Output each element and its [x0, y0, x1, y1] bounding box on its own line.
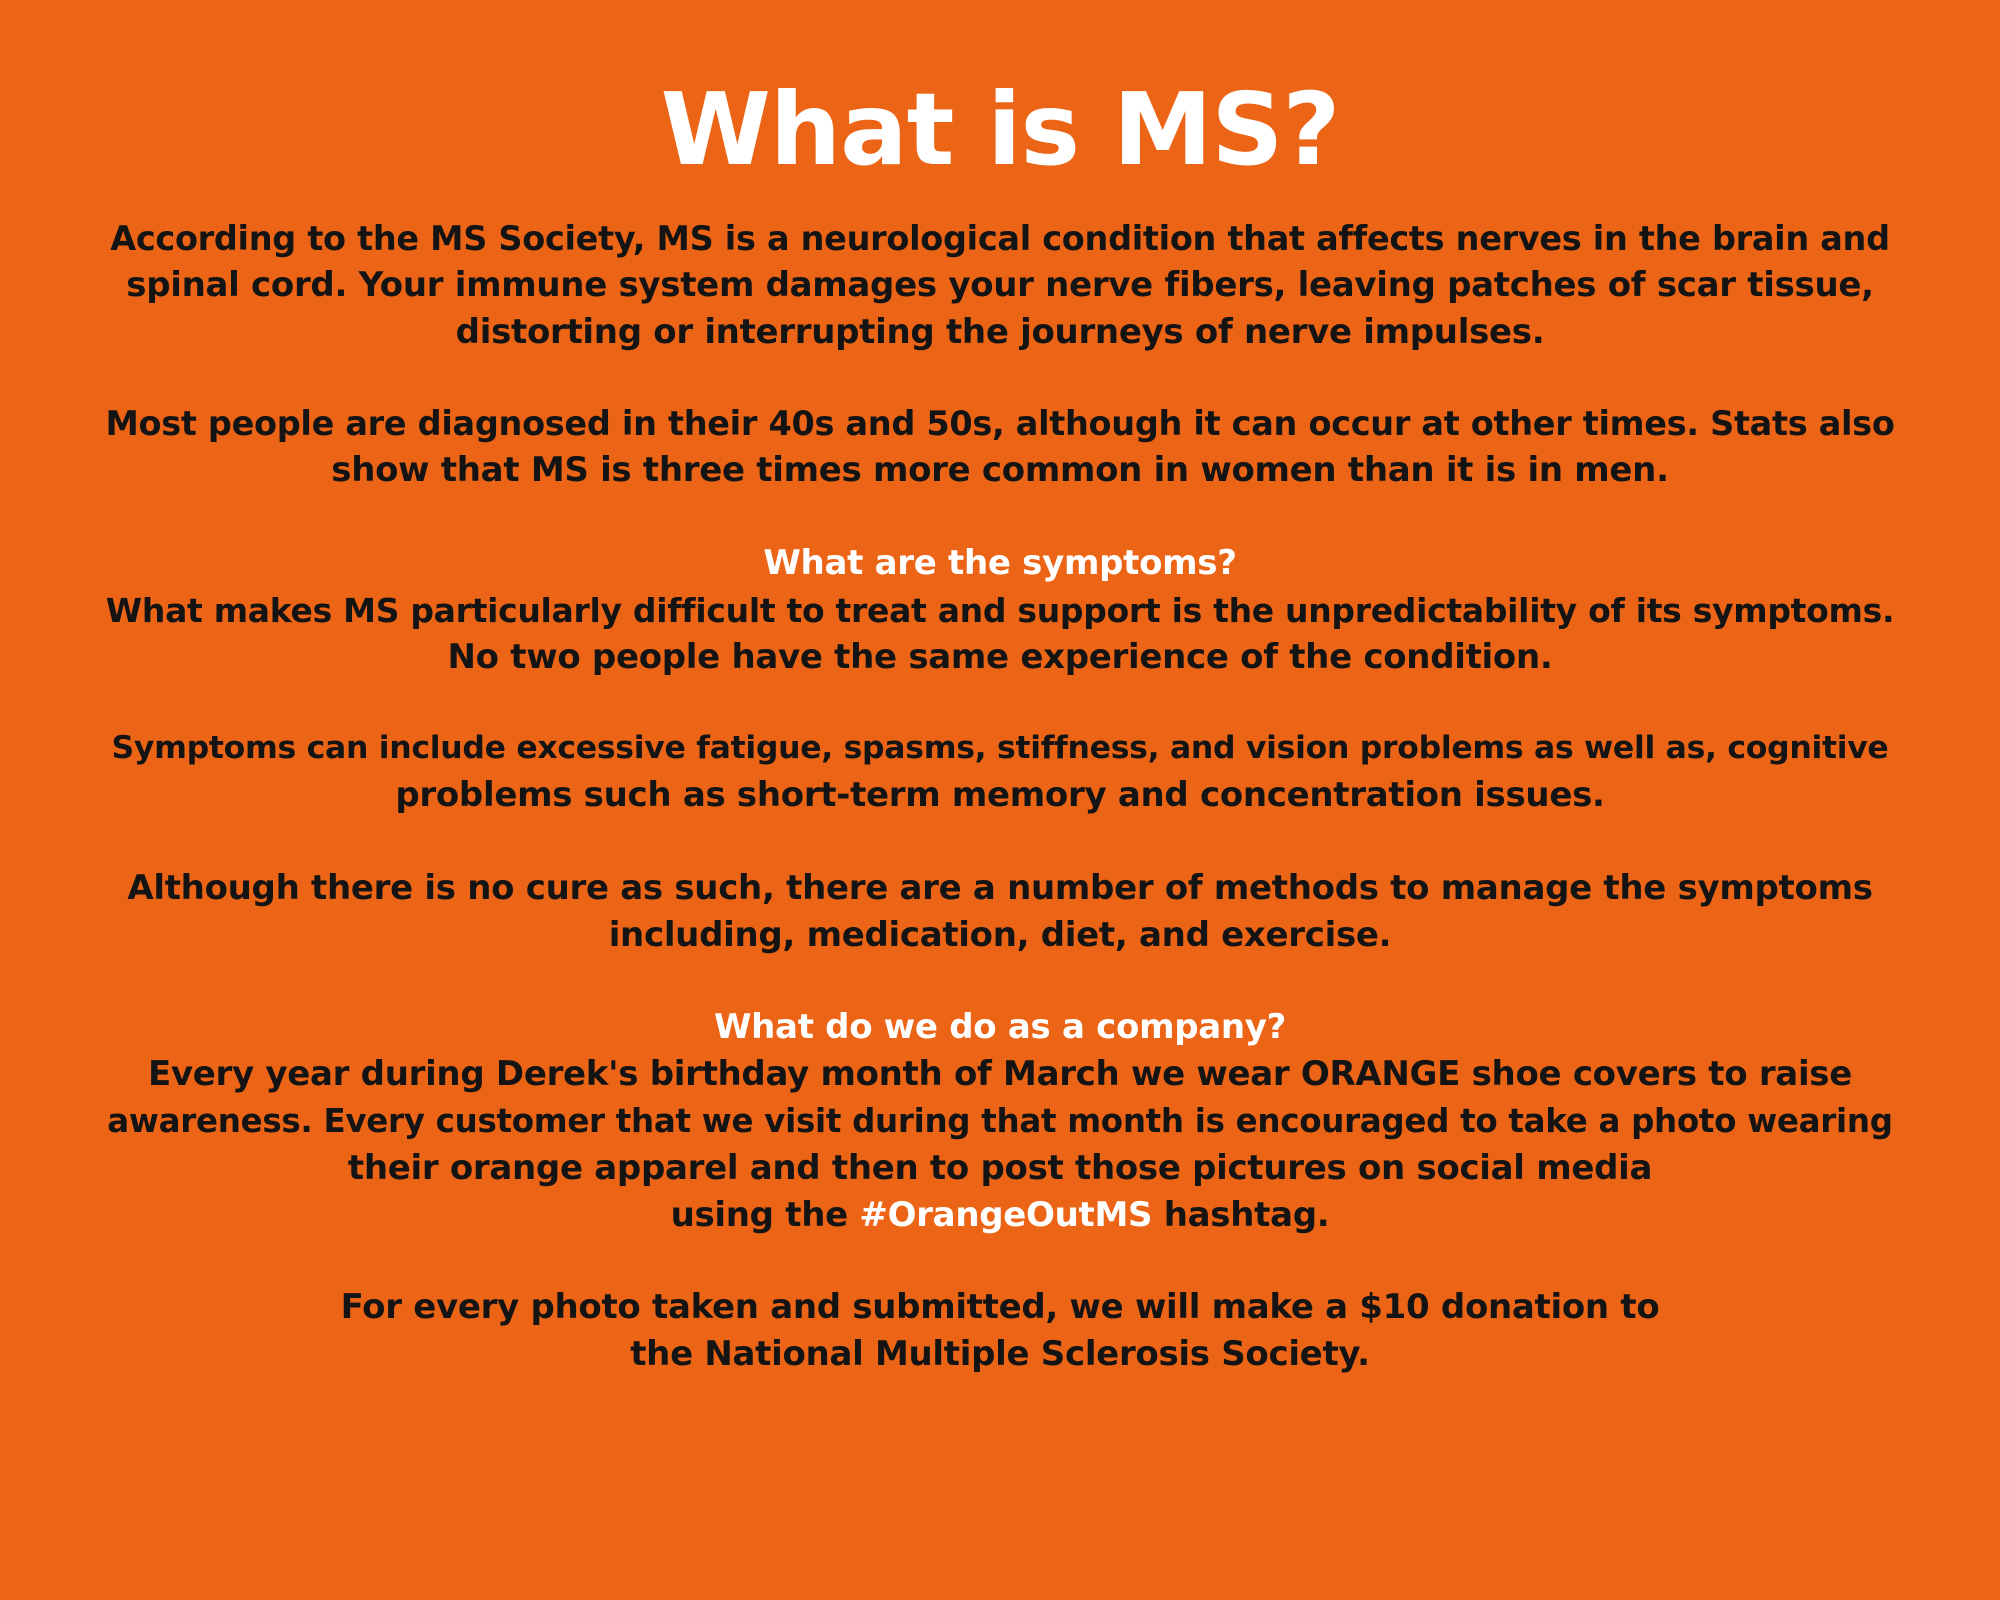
donation-line: For every photo taken and submitted, we will make a $10 donation to	[340, 1287, 1660, 1327]
symptoms-section	[100, 540, 1900, 681]
management-line: Although there is no cure as such, there are a number of methods to manage the symptoms	[127, 868, 1873, 908]
diagnosis-line: show that MS is three times more common in women than it is in men.	[331, 450, 1669, 490]
intro-line: According to the MS Society, MS is a neurological condition that affects nerves in the brain and	[110, 219, 1890, 258]
donation-paragraph	[100, 1284, 1900, 1378]
intro-line: spinal cord. Your immune system damages your nerve fibers, leaving patches of scar tissue,	[126, 265, 1874, 305]
company-hashtag-line	[100, 1192, 1900, 1239]
intro-paragraph	[100, 215, 1900, 356]
hashtag-line-suffix: hashtag.	[1152, 1195, 1330, 1235]
intro-line: distorting or interrupting the journeys of nerve impulses.	[455, 312, 1545, 352]
hashtag-line-prefix: using the	[670, 1195, 860, 1235]
symptoms-list-line: Symptoms can include excessive fatigue, spasms, stiffness, and vision problems as well as, cognitive	[111, 730, 1889, 766]
company-heading: What do we do as a company?	[713, 1007, 1287, 1047]
symptoms-line: No two people have the same experience of the condition.	[447, 637, 1553, 677]
symptoms-list-line: problems such as short-term memory and concentration issues.	[395, 775, 1605, 815]
company-line: awareness. Every customer that we visit during that month is encouraged to take a photo wearing	[107, 1102, 1893, 1140]
company-line: Every year during Derek's birthday month of March we wear ORANGE shoe covers to raise	[147, 1054, 1853, 1094]
symptoms-line: What makes MS particularly difficult to treat and support is the unpredictability of its symptoms.	[105, 591, 1895, 630]
page-title: What is MS?	[660, 71, 1340, 188]
donation-line: the National Multiple Sclerosis Society.	[630, 1334, 1370, 1374]
company-section	[100, 1004, 1900, 1239]
company-line: their orange apparel and then to post those pictures on social media	[347, 1148, 1653, 1188]
symptoms-heading: What are the symptoms?	[763, 543, 1237, 583]
diagnosis-paragraph	[100, 400, 1900, 494]
management-paragraph	[100, 865, 1900, 959]
symptoms-list-paragraph	[100, 725, 1900, 819]
hashtag-text: #OrangeOutMS	[859, 1195, 1153, 1235]
diagnosis-line: Most people are diagnosed in their 40s and 50s, although it can occur at other times. Stats also	[105, 404, 1895, 443]
management-line: including, medication, diet, and exercise.	[608, 915, 1392, 955]
